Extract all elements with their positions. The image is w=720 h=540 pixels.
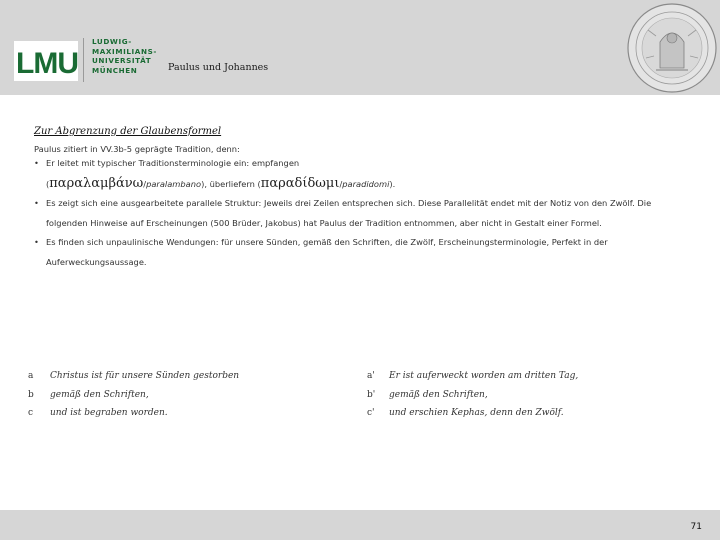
bullet-item: • Er leitet mit typischer Traditionsterminologie ein: empfangen (παραλαμβάνω/paralambano), überliefern (παραδίδωμι/paradidomi). (34, 154, 684, 194)
university-seal (626, 2, 718, 94)
slide-footer (0, 510, 720, 540)
formula-line (28, 390, 149, 400)
formula-text: Christus ist für unsere Sünden gestorben (50, 371, 240, 381)
formula-line (28, 408, 168, 418)
greek-paren-open: ( (46, 178, 50, 189)
intro-text: Paulus zitiert in VV.3b-5 geprägte Tradition, denn: (34, 144, 240, 154)
lmu-logo (14, 41, 78, 81)
greek-term: παραδίδωμι (260, 175, 340, 191)
university-name-line: MÜNCHEN (92, 65, 138, 75)
formula-line (367, 390, 488, 400)
formula-label: c (28, 408, 34, 418)
formula-label: b' (367, 390, 376, 400)
transliteration: paralambano (146, 178, 202, 189)
bullet-dot: • (34, 237, 39, 247)
slide-header (0, 0, 720, 95)
argument-list (34, 154, 684, 272)
page-number: 71 (690, 522, 702, 532)
bullet-item (34, 233, 684, 272)
university-name-line: MAXIMILIANS- (92, 46, 157, 56)
bullet-text: ). (389, 178, 396, 189)
bullet-item (34, 194, 684, 233)
bullet-text: Er leitet mit typischer Traditionsterminologie ein: empfangen (46, 158, 300, 168)
formula-line (28, 371, 239, 381)
formula-line (367, 408, 564, 418)
greek-term: παραλαμβάνω (49, 175, 144, 191)
formula-label: a' (367, 371, 375, 381)
university-name-line: LUDWIG- (92, 37, 132, 46)
formula-label: b (28, 390, 34, 400)
bullet-text: Es finden sich unpaulinische Wendungen: für unsere Sünden, gemäß den Schriften, die Zwölf, Erscheinungsterminologie, Perfekt in der Auferweckungsaussage. (46, 237, 608, 267)
logo-divider (83, 38, 84, 82)
transliteration: paradidomi (342, 178, 390, 189)
formula-text: Er ist auferweckt worden am dritten Tag, (389, 371, 579, 381)
lmu-logo-letters: LMU (16, 47, 78, 80)
formula-line (367, 371, 578, 381)
bullet-dot: • (34, 198, 39, 208)
formula-label: a (28, 371, 34, 381)
formula-text: gemäß den Schriften, (389, 390, 488, 400)
bullet-dot: • (34, 158, 39, 168)
formula-text: gemäß den Schriften, (50, 390, 149, 400)
section-heading: Zur Abgrenzung der Glaubensformel (34, 126, 222, 137)
formula-text: und ist begraben worden. (50, 408, 168, 418)
university-name-line: UNIVERSITÄT (92, 56, 152, 66)
university-name (92, 37, 157, 75)
formula-text: und erschien Kephas, denn den Zwölf. (389, 408, 564, 418)
bullet-text: Es zeigt sich eine ausgearbeitete parallele Struktur: Jeweils drei Zeilen entsprechen sich. Diese Parallelität endet mit der Notiz von den Zwölf. Die folgenden Hinweise auf Erscheinungen (500 Brüder, Jakobus) hat Paulus der Tradition entnommen, aber nicht in Gestalt einer Formel. (46, 198, 652, 228)
bullet-text: ), überliefern ( (201, 178, 261, 189)
slide-title: Paulus und Johannes (168, 62, 269, 73)
formula-label: c' (367, 408, 375, 418)
